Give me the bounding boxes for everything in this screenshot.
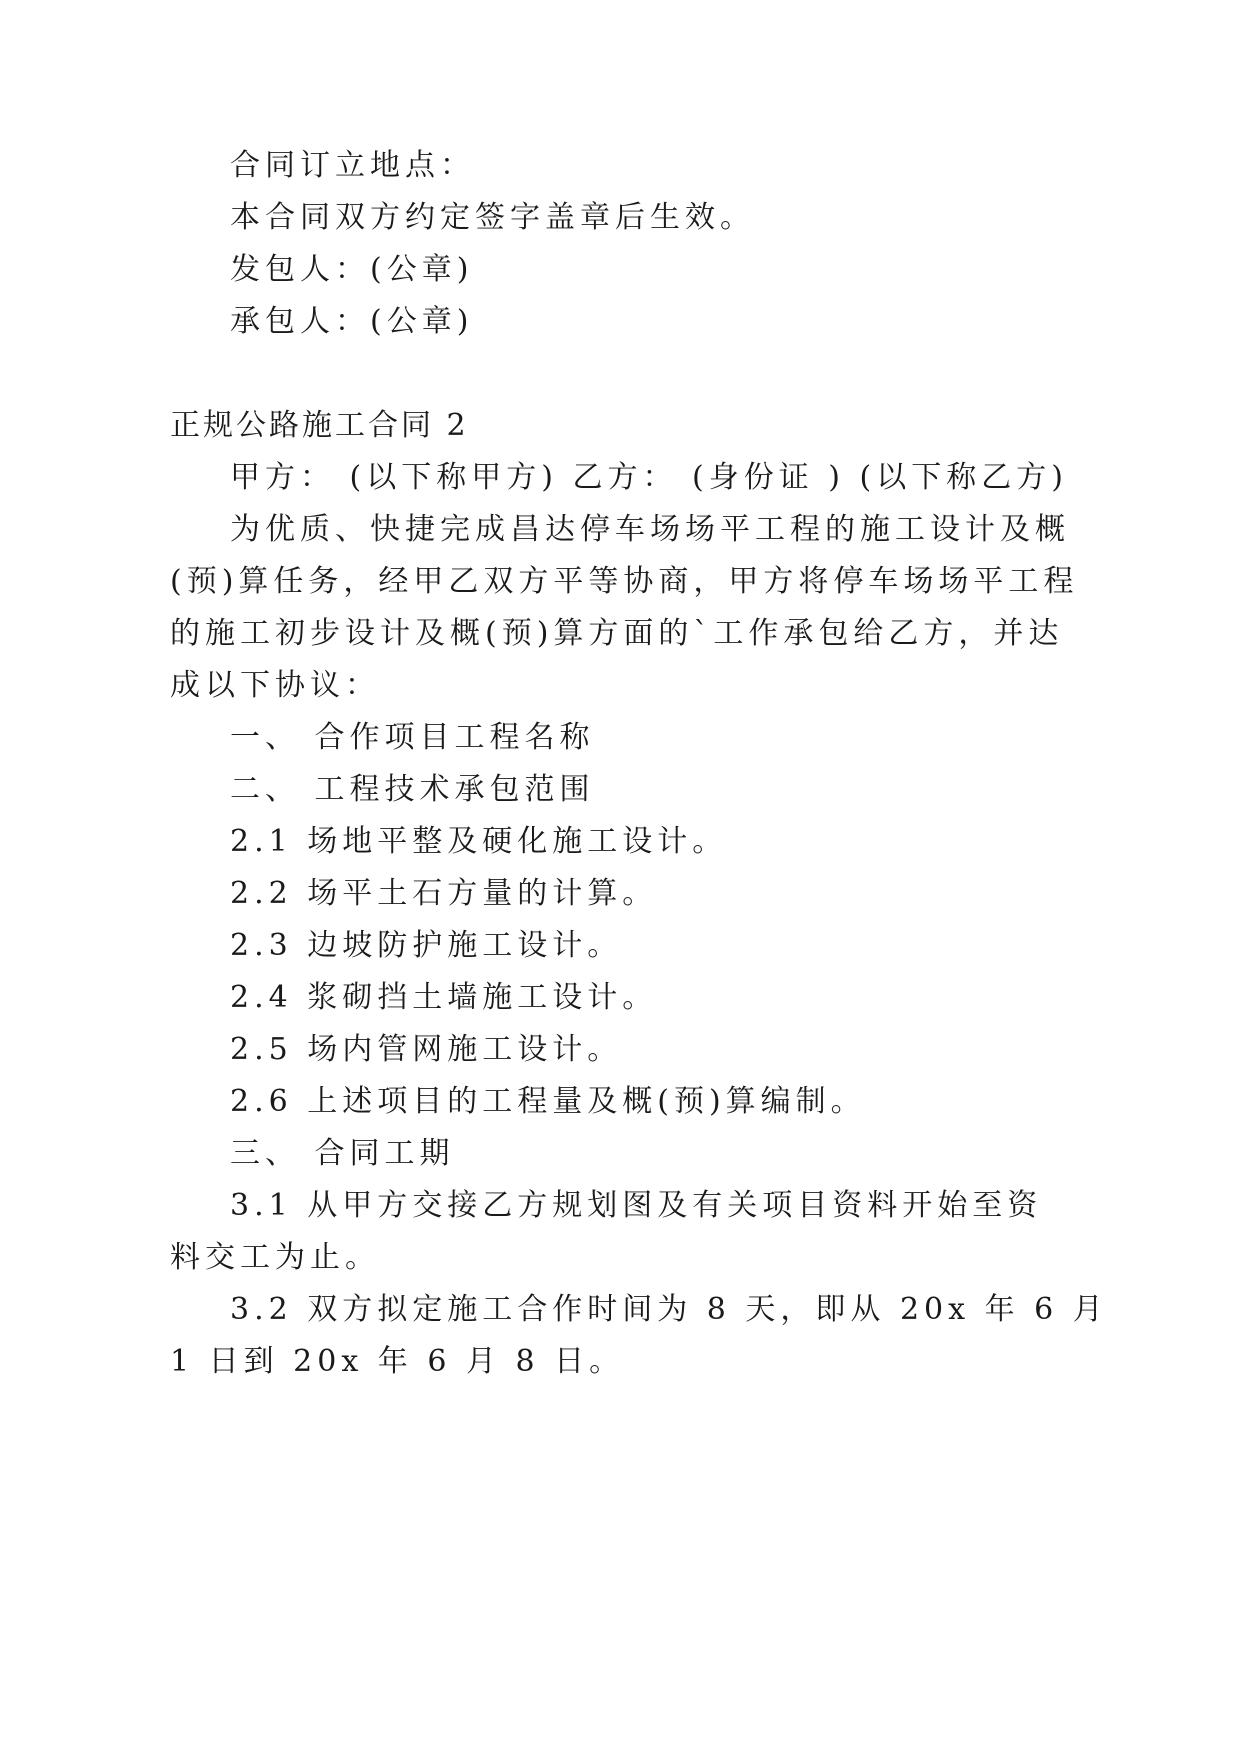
- item-2-5: 2.5 场内管网施工设计。: [230, 1032, 623, 1067]
- item-3-2-line-2: 1 日到 20x 年 6 月 8 日。: [170, 1344, 625, 1379]
- intro-paragraph-line-2: (预)算任务，经甲乙双方平等协商，甲方将停车场场平工程: [170, 564, 1079, 599]
- parties-line: 甲方： (以下称甲方) 乙方： (身份证 ) (以下称乙方): [230, 460, 1068, 495]
- intro-paragraph-line-3: 的施工初步设计及概(预)算方面的`工作承包给乙方，并达: [170, 616, 1064, 651]
- clause-effective: 本合同双方约定签字盖章后生效。: [230, 200, 755, 235]
- section-title: 正规公路施工合同 2: [170, 408, 469, 443]
- clause-signing-place: 合同订立地点：: [230, 148, 475, 183]
- intro-paragraph-line-1: 为优质、快捷完成昌达停车场场平工程的施工设计及概: [230, 512, 1070, 547]
- item-2-1: 2.1 场地平整及硬化施工设计。: [230, 824, 728, 859]
- employer-seal-line: 发包人：(公章): [230, 252, 474, 287]
- item-2-2: 2.2 场平土石方量的计算。: [230, 876, 658, 911]
- item-3-2-line-1: 3.2 双方拟定施工合作时间为 8 天，即从 20x 年 6 月: [230, 1292, 1108, 1327]
- item-2-3: 2.3 边坡防护施工设计。: [230, 928, 623, 963]
- intro-paragraph-line-4: 成以下协议：: [170, 668, 380, 703]
- item-3-1-line-1: 3.1 从甲方交接乙方规划图及有关项目资料开始至资: [230, 1188, 1043, 1223]
- heading-2: 二、 工程技术承包范围: [230, 772, 595, 807]
- heading-3: 三、 合同工期: [230, 1136, 455, 1171]
- contractor-seal-line: 承包人：(公章): [230, 304, 474, 339]
- item-2-6: 2.6 上述项目的工程量及概(预)算编制。: [230, 1084, 866, 1119]
- item-2-4: 2.4 浆砌挡土墙施工设计。: [230, 980, 658, 1015]
- heading-1: 一、 合作项目工程名称: [230, 720, 595, 755]
- item-3-1-line-2: 料交工为止。: [170, 1240, 380, 1275]
